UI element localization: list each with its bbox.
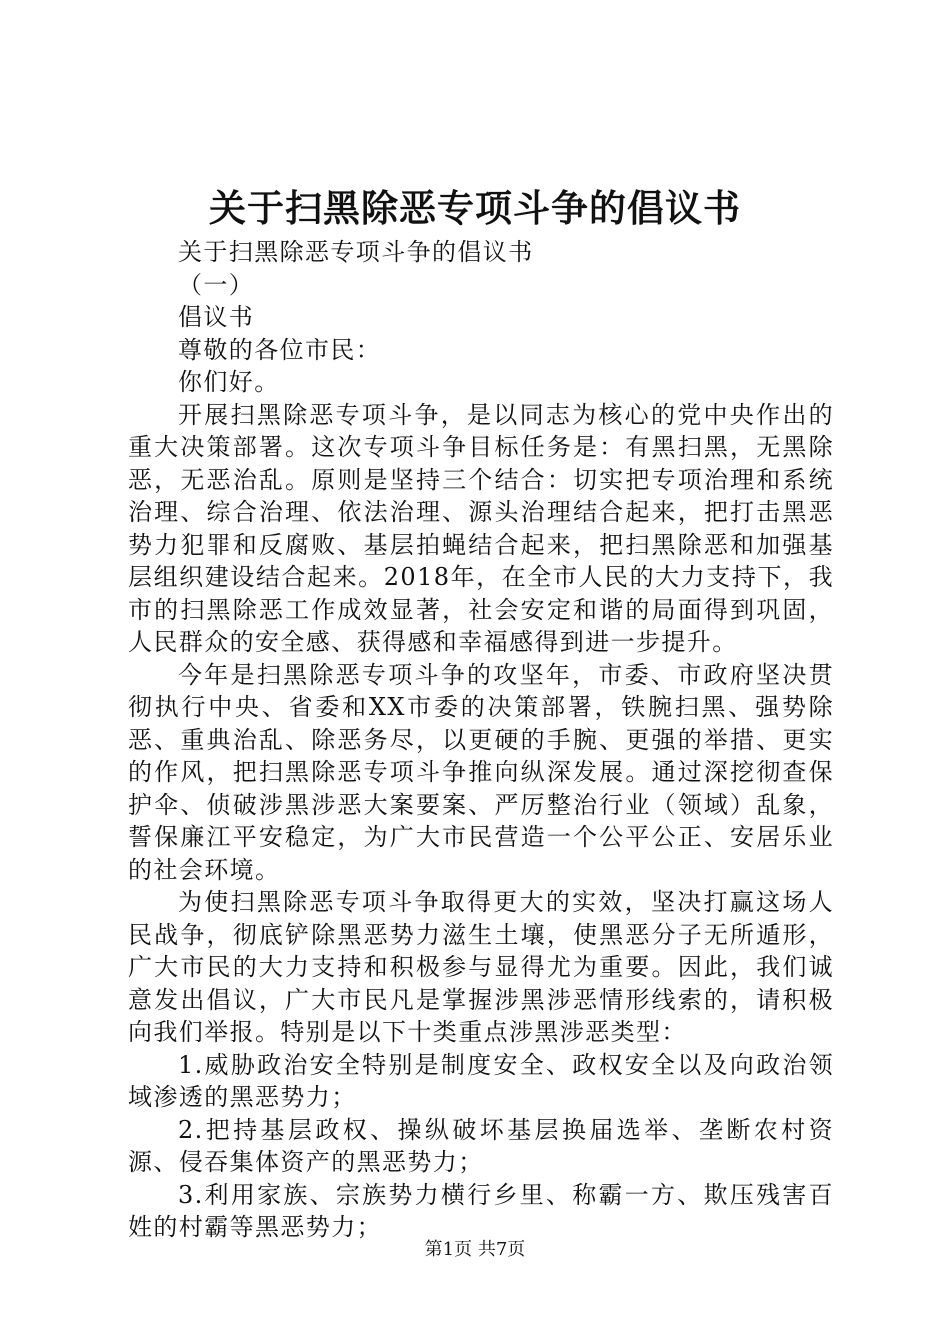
subtitle-line: 关于扫黑除恶专项斗争的倡议书	[178, 238, 534, 266]
list-item-1: 1.威胁政治安全特别是制度安全、政权安全以及向政治领域渗透的黑恶势力；	[128, 1050, 834, 1111]
document-title: 关于扫黑除恶专项斗争的倡议书	[209, 186, 741, 230]
salutation: 尊敬的各位市民：	[178, 335, 382, 364]
list-item-2: 2.把持基层政权、操纵破坏基层换届选举、垄断农村资源、侵吞集体资产的黑恶势力；	[128, 1115, 834, 1176]
document-body	[128, 236, 834, 1244]
paragraph-1: 开展扫黑除恶专项斗争，是以同志为核心的党中央作出的重大决策部署。这次专项斗争目标任务是：有黑扫黑，无黑除恶，无恶治乱。原则是坚持三个结合：切实把专项治理和系统治理、综合治理、依法治理、源头治理结合起来，把打击黑恶势力犯罪和反腐败、基层拍蝇结合起来，把扫黑除恶和加强基层组织建设结合起来。2018年，在全市人民的大力支持下，我市的扫黑除恶工作成效显著，社会安定和谐的局面得到巩固，人民群众的安全感、获得感和幸福感得到进一步提升。	[128, 400, 834, 656]
list-item-3: 3.利用家族、宗族势力横行乡里、称霸一方、欺压残害百姓的村霸等黑恶势力；	[128, 1180, 834, 1241]
doc-heading: 倡议书	[178, 303, 255, 331]
paragraph-3: 为使扫黑除恶专项斗争取得更大的实效，坚决打赢这场人民战争，彻底铲除黑恶势力滋生土壤，使黑恶分子无所遁形，广大市民的大力支持和积极参与显得尤为重要。因此，我们诚意发出倡议，广大市民凡是掌握涉黑涉恶情形线索的，请积极向我们举报。特别是以下十类重点涉黑涉恶类型：	[128, 888, 834, 1046]
page-footer: 第1页 共7页	[424, 1239, 526, 1260]
paragraph-2: 今年是扫黑除恶专项斗争的攻坚年，市委、市政府坚决贯彻执行中央、省委和XX市委的决策部署，铁腕扫黑、强势除恶、重典治乱、除恶务尽，以更硬的手腕、更强的举措、更实的作风，把扫黑除恶专项斗争推向纵深发展。通过深挖彻查保护伞、侦破涉黑涉恶大案要案、严厉整治行业（领域）乱象，誓保廉江平安稳定，为广大市民营造一个公平公正、安居乐业的社会环境。	[128, 660, 834, 884]
greeting: 你们好。	[178, 368, 280, 396]
section-number: （一）	[178, 270, 255, 299]
